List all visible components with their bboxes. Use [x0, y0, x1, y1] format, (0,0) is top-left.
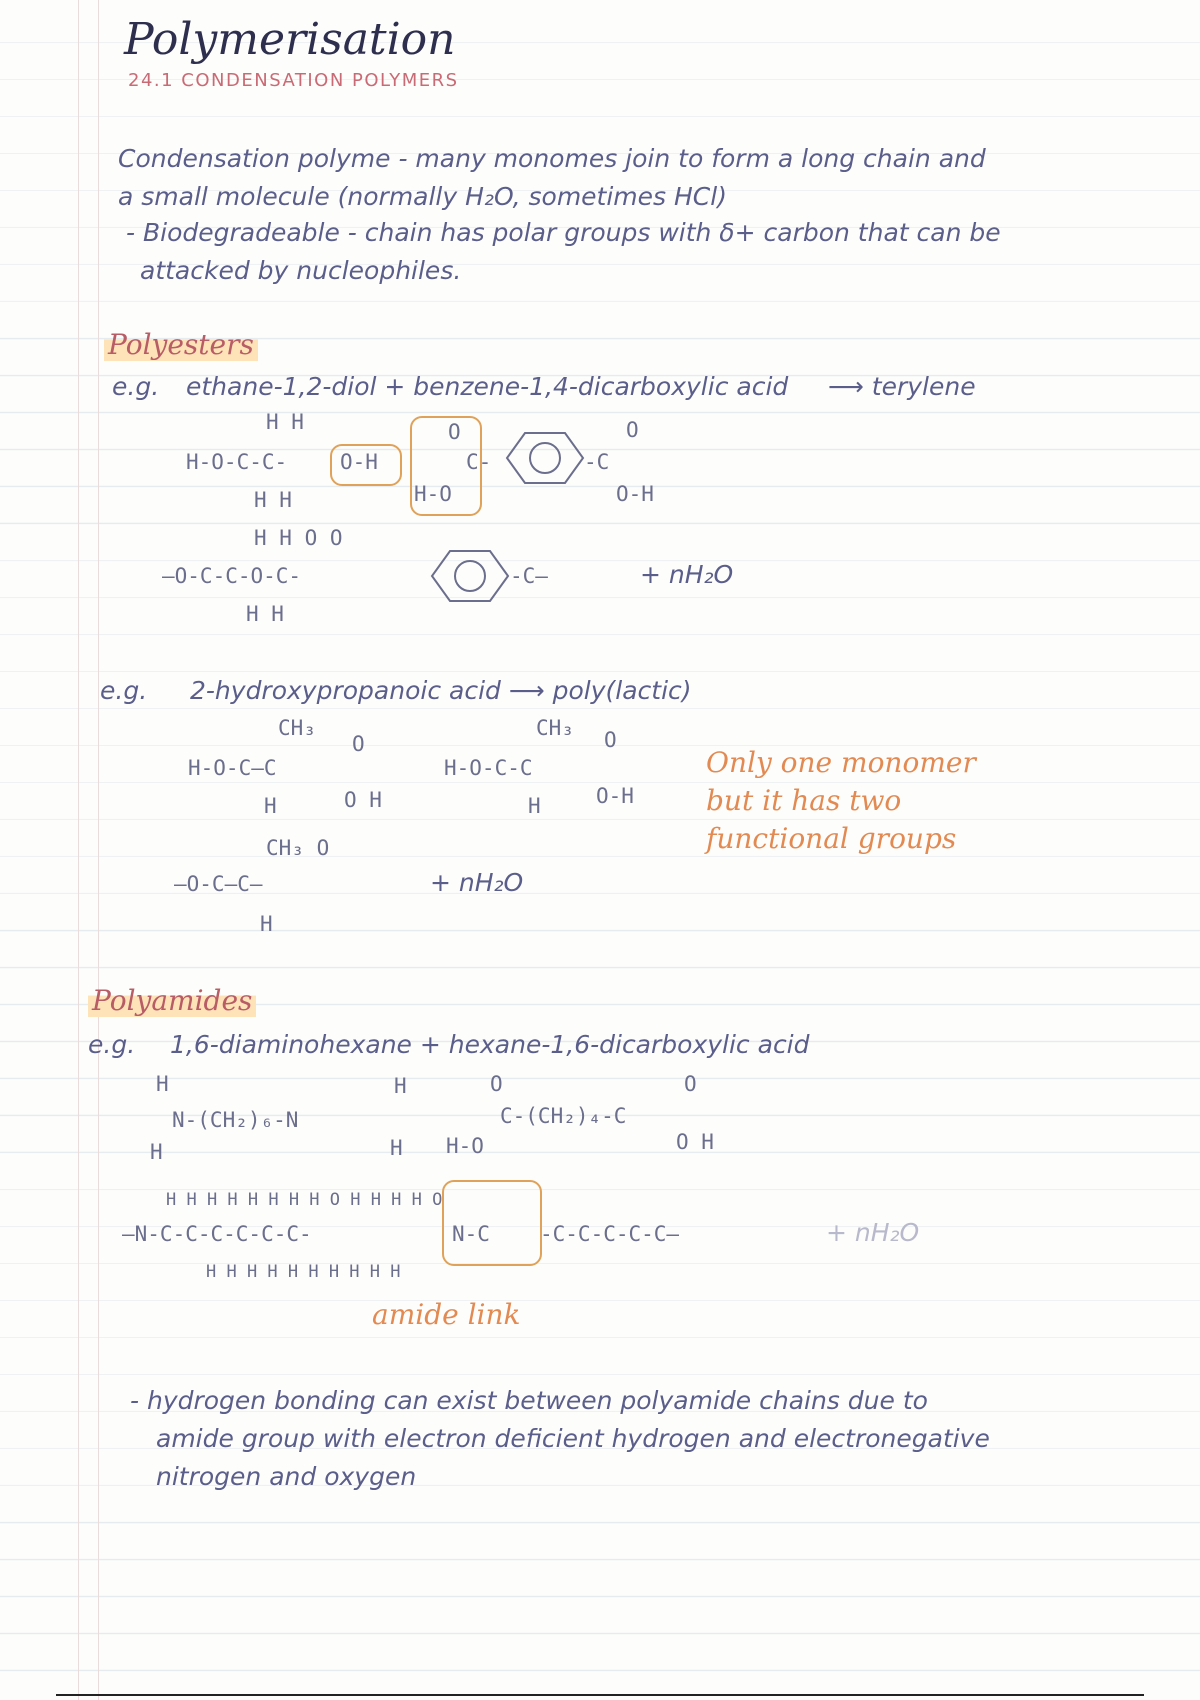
acid-carbonyl-o: O [448, 420, 461, 444]
lactic-a-o: O [352, 732, 365, 756]
page-subtitle: 24.1 CONDENSATION POLYMERS [128, 70, 459, 91]
lactic-a-chain: H-O-C—C [188, 756, 277, 780]
reaction-product: ⟶ terylene [828, 372, 976, 401]
amide-link-label: amide link [372, 1298, 521, 1331]
polylactic-chain: —O-C—C— [174, 872, 263, 896]
diacid-chain: C-(CH₂)₄-C [500, 1104, 627, 1128]
eg-label: e.g. [88, 1030, 136, 1059]
diamine-h-left-bottom: H [150, 1140, 163, 1164]
intro-line: Condensation polyme - many monomes join to form a long chain and [118, 144, 986, 173]
diol-top-h: H H [266, 410, 304, 434]
eg-label: e.g. [112, 372, 160, 401]
lactic-b-h: H [528, 794, 541, 818]
lactic-b-ch3: CH₃ [536, 716, 574, 740]
example2-reaction: 2-hydroxypropanoic acid ⟶ poly(lactic) [190, 676, 692, 705]
hbond-note: - hydrogen bonding can exist between polyamide chains due to [130, 1386, 928, 1415]
page-title: Polymerisation [124, 14, 456, 65]
lactic-a-h: H [264, 794, 277, 818]
polylactic-bottom: H [260, 912, 273, 936]
diol-bottom-h: H H [254, 488, 292, 512]
hbond-note: nitrogen and oxygen [156, 1462, 417, 1491]
diacid-o-right: O [684, 1072, 697, 1096]
acid-right-oh: O-H [616, 482, 654, 506]
polyester-water: + nH₂O [640, 560, 734, 589]
intro-line: - Biodegradeable - chain has polar groups with δ+ carbon that can be [126, 218, 1001, 247]
diacid-o-left: O [490, 1072, 503, 1096]
reaction-reactants: ethane-1,2-diol + benzene-1,4-dicarboxylic acid [186, 372, 789, 401]
acid-right-o: O [626, 418, 639, 442]
polyamides-heading: Polyamides [88, 984, 256, 1017]
lactic-b-o: O [604, 728, 617, 752]
monomer-note: Only one monomer [706, 746, 976, 779]
polyester-tail: -C— [510, 564, 548, 588]
margin-line [98, 0, 99, 1700]
polyamide-water: + nH₂O [826, 1218, 920, 1247]
lactic-b-chain: H-O-C-C [444, 756, 533, 780]
acid-right-c: -C [584, 450, 610, 474]
polyamide-chain-left: —N-C-C-C-C-C-C- [122, 1222, 312, 1246]
polyamide-bottom: H H H H H H H H H H [206, 1262, 401, 1282]
diacid-ho: H-O [446, 1134, 484, 1158]
polyamide-top: H H H H H H H H O H H H H O [166, 1190, 443, 1210]
polyamide-reaction: 1,6-diaminohexane + hexane-1,6-dicarboxylic acid [170, 1030, 810, 1059]
amide-boxed: N-C [452, 1222, 490, 1246]
diamine-chain: N-(CH₂)₆-N [172, 1108, 299, 1132]
polyester-bottom: H H [246, 602, 284, 626]
diol-boxed-oh: O-H [340, 450, 378, 474]
bottom-rule [56, 1694, 1144, 1696]
polylactic-water: + nH₂O [430, 868, 524, 897]
polyamide-chain-right: -C-C-C-C-C— [540, 1222, 680, 1246]
diamine-h-top: H [156, 1072, 169, 1096]
diamine-h-right-top: H [394, 1074, 407, 1098]
acid-boxed-ho: H-O [414, 482, 452, 506]
diamine-h-right-bottom: H [390, 1136, 403, 1160]
eg-label: e.g. [100, 676, 148, 705]
acid-link: C- [466, 450, 492, 474]
lactic-a-oh: O H [344, 788, 382, 812]
intro-line: attacked by nucleophiles. [140, 256, 462, 285]
polyester-chain: —O-C-C-O-C- [162, 564, 302, 588]
lactic-a-ch3: CH₃ [278, 716, 316, 740]
margin-line [78, 0, 79, 1700]
hbond-note: amide group with electron deficient hydrogen and electronegative [156, 1424, 990, 1453]
intro-line: a small molecule (normally H₂O, sometimes HCl) [118, 182, 727, 211]
polyesters-heading: Polyesters [104, 328, 258, 361]
diol-chain: H-O-C-C- [186, 450, 288, 474]
benzene-ring-icon [505, 428, 585, 488]
monomer-note: but it has two [706, 784, 902, 817]
benzene-ring-icon [430, 546, 510, 606]
diacid-oh: O H [676, 1130, 714, 1154]
monomer-note: functional groups [706, 822, 957, 855]
lactic-b-oh: O-H [596, 784, 634, 808]
polyester-top: H H O O [254, 526, 343, 550]
polylactic-top: CH₃ O [266, 836, 330, 860]
